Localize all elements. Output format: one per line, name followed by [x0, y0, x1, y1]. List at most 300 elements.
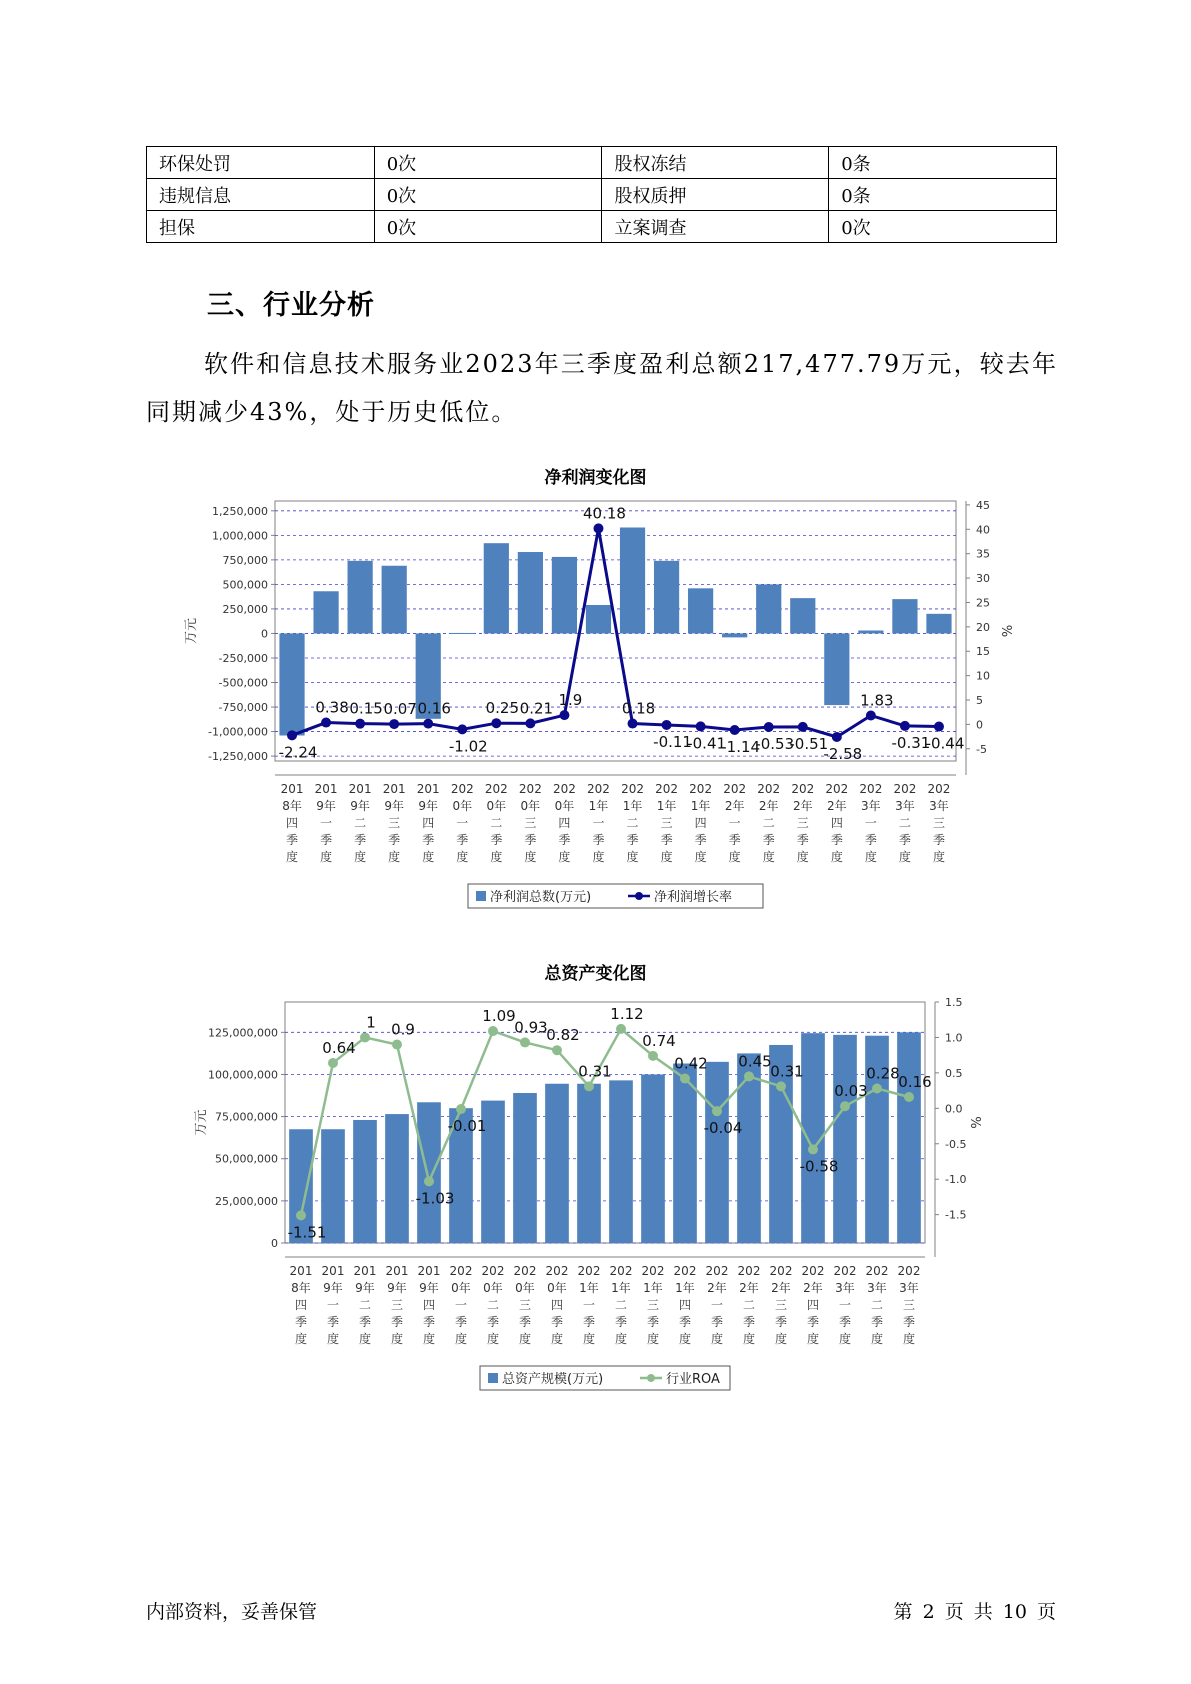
data-label: 0.74 — [642, 1031, 676, 1050]
x-tick-label: 二 — [358, 1298, 372, 1312]
x-tick-label: 季 — [694, 833, 707, 847]
x-tick-label: 201 — [385, 1264, 409, 1278]
x-tick-label: 3年 — [867, 1281, 887, 1295]
bar — [756, 584, 781, 633]
x-tick-label: 四 — [550, 1298, 564, 1312]
y-axis-title: 万元 — [184, 617, 199, 645]
x-tick-label: 2年 — [758, 799, 779, 813]
x-tick-label: 202 — [449, 1264, 473, 1278]
x-tick-label: 四 — [694, 816, 707, 830]
line-point — [552, 1045, 562, 1055]
line-point — [491, 718, 501, 728]
x-tick-label: 201 — [417, 1264, 441, 1278]
bar — [348, 561, 373, 634]
y-tick-label: 500,000 — [222, 578, 268, 592]
x-tick-label: 度 — [456, 850, 469, 864]
line-point — [584, 1081, 594, 1091]
x-tick-label: 季 — [898, 833, 911, 847]
footer-confidential: 内部资料，妥善保管 — [146, 1601, 318, 1623]
line-point — [424, 1176, 434, 1186]
table-label-cell: 立案调查 — [602, 211, 829, 243]
x-tick-label: 度 — [762, 850, 775, 864]
x-tick-label: 二 — [486, 1298, 500, 1312]
x-tick-label: 度 — [390, 1332, 404, 1346]
data-label: 0.25 — [485, 699, 520, 718]
y2-tick-label: -0.5 — [945, 1137, 967, 1151]
x-tick-label: 度 — [694, 850, 707, 864]
bar — [609, 1080, 633, 1243]
line-point — [328, 1058, 338, 1068]
line-point — [355, 719, 365, 729]
x-tick-label: 季 — [558, 833, 571, 847]
x-tick-label: 季 — [830, 833, 843, 847]
data-label: 0.16 — [417, 699, 451, 718]
x-tick-label: 季 — [762, 833, 775, 847]
x-tick-label: 202 — [893, 782, 917, 796]
x-tick-label: 202 — [689, 782, 713, 796]
table-label-cell: 环保处罚 — [147, 147, 375, 179]
line-point — [389, 719, 399, 729]
x-tick-label: 202 — [621, 782, 644, 796]
legend-line-label: 行业ROA — [666, 1372, 720, 1387]
table-row — [147, 211, 1057, 243]
bar — [641, 1074, 665, 1243]
x-tick-label: 季 — [490, 833, 503, 847]
x-tick-label: 一 — [320, 816, 333, 830]
data-label: -0.58 — [799, 1157, 839, 1176]
x-tick-label: 季 — [626, 833, 639, 847]
x-tick-label: 季 — [354, 833, 367, 847]
bar — [450, 633, 475, 634]
line-point — [776, 1081, 786, 1091]
data-label: 0.45 — [738, 1052, 772, 1071]
x-tick-label: 1年 — [579, 1281, 599, 1295]
x-tick-label: 季 — [524, 833, 537, 847]
data-label: 0.64 — [322, 1038, 356, 1057]
data-label: 1.12 — [610, 1004, 644, 1023]
legend-line-marker — [647, 1374, 655, 1382]
bar — [737, 1053, 761, 1243]
x-tick-label: 一 — [592, 816, 605, 830]
x-tick-label: 3年 — [929, 799, 949, 813]
x-tick-label: 2年 — [724, 799, 745, 813]
x-tick-label: 季 — [806, 1315, 820, 1329]
table-value-cell: 0次 — [829, 211, 1057, 243]
table-label-cell: 违规信息 — [147, 179, 375, 211]
data-label: 0.03 — [834, 1082, 868, 1101]
x-tick-label: 四 — [286, 816, 299, 830]
x-tick-label: 202 — [513, 1264, 537, 1278]
data-label: 0.15 — [349, 699, 383, 718]
line-point — [457, 724, 467, 734]
x-tick-label: 度 — [550, 1332, 564, 1346]
x-tick-label: 季 — [326, 1315, 340, 1329]
x-tick-label: 1年 — [588, 799, 609, 813]
data-label: 1.83 — [860, 691, 894, 710]
line-point — [423, 719, 433, 729]
x-tick-label: 202 — [865, 1264, 889, 1278]
x-tick-label: 度 — [486, 1332, 500, 1346]
x-tick-label: 度 — [774, 1332, 788, 1346]
bar — [926, 614, 951, 634]
x-tick-label: 202 — [545, 1264, 569, 1278]
x-tick-label: 202 — [705, 1264, 729, 1278]
x-tick-label: 四 — [422, 816, 435, 830]
data-label: 0.9 — [391, 1020, 415, 1039]
x-tick-label: 9年 — [418, 799, 439, 813]
y2-tick-label: 0.5 — [945, 1066, 963, 1080]
x-tick-label: 三 — [388, 816, 401, 830]
line-point — [840, 1101, 850, 1111]
x-tick-label: 度 — [864, 850, 877, 864]
y-tick-label: -250,000 — [218, 651, 268, 665]
x-tick-label: 季 — [774, 1315, 788, 1329]
x-tick-label: 度 — [898, 850, 911, 864]
x-tick-label: 季 — [646, 1315, 660, 1329]
data-label: 0.21 — [519, 699, 554, 718]
x-tick-label: 季 — [486, 1315, 500, 1329]
x-tick-label: 1年 — [611, 1281, 631, 1295]
x-tick-label: 三 — [660, 816, 673, 830]
y-tick-label: 50,000,000 — [215, 1152, 278, 1166]
x-tick-label: 度 — [742, 1332, 756, 1346]
bar — [484, 543, 509, 633]
x-tick-label: 2年 — [739, 1281, 759, 1295]
y2-axis-title: % — [970, 1116, 985, 1129]
line-point — [730, 725, 740, 735]
x-tick-label: 度 — [806, 1332, 820, 1346]
table-value-cell: 0次 — [374, 147, 602, 179]
x-tick-label: 3年 — [835, 1281, 855, 1295]
x-tick-label: 度 — [422, 1332, 436, 1346]
risk-summary-table — [146, 146, 1057, 243]
line-point — [593, 523, 603, 533]
y-tick-label: 1,000,000 — [212, 529, 268, 543]
bar — [705, 1062, 729, 1243]
bar — [545, 1084, 569, 1243]
x-tick-label: 202 — [484, 782, 508, 796]
x-tick-label: 四 — [422, 1298, 436, 1312]
x-tick-label: 202 — [801, 1264, 825, 1278]
line-point — [525, 718, 535, 728]
net-profit-chart — [0, 495, 1191, 915]
x-tick-label: 季 — [518, 1315, 532, 1329]
x-tick-label: 三 — [390, 1298, 404, 1312]
line-point — [648, 1051, 658, 1061]
x-tick-label: 季 — [614, 1315, 628, 1329]
line-point — [712, 1106, 722, 1116]
data-label: -0.01 — [447, 1117, 487, 1136]
x-tick-label: 2年 — [827, 799, 847, 813]
line-point — [456, 1104, 466, 1114]
x-tick-label: 季 — [678, 1315, 692, 1329]
x-tick-label: 一 — [582, 1298, 596, 1312]
y2-tick-label: -5 — [976, 742, 987, 756]
x-tick-label: 季 — [358, 1315, 372, 1329]
x-tick-label: 1年 — [690, 799, 711, 813]
x-tick-label: 二 — [898, 816, 911, 830]
y-tick-label: 1,250,000 — [212, 504, 268, 518]
table-label-cell: 股权质押 — [602, 179, 829, 211]
line-point — [832, 732, 842, 742]
line-point — [872, 1083, 882, 1093]
x-tick-label: 202 — [609, 1264, 633, 1278]
line-point — [744, 1071, 754, 1081]
data-label: 1.09 — [482, 1007, 516, 1026]
x-tick-label: 202 — [587, 782, 610, 796]
x-tick-label: 季 — [592, 833, 605, 847]
x-tick-label: 季 — [454, 1315, 468, 1329]
chart1-title: 净利润变化图 — [544, 468, 647, 488]
x-tick-label: 9年 — [350, 799, 370, 813]
legend — [480, 1366, 730, 1390]
data-label: -1.14 — [721, 737, 761, 756]
x-tick-label: 201 — [289, 1264, 313, 1278]
y2-tick-label: 0.0 — [945, 1102, 963, 1116]
x-tick-label: 0年 — [554, 799, 575, 813]
x-tick-label: 201 — [348, 782, 372, 796]
bar — [518, 552, 543, 633]
line-point — [900, 721, 910, 731]
x-tick-label: 度 — [710, 1332, 724, 1346]
x-tick-label: 二 — [354, 816, 367, 830]
x-tick-label: 202 — [655, 782, 679, 796]
x-tick-label: 202 — [825, 782, 849, 796]
x-tick-label: 三 — [902, 1298, 916, 1312]
line-point — [616, 1024, 626, 1034]
x-tick-label: 季 — [870, 1315, 884, 1329]
table-value-cell: 0次 — [374, 211, 602, 243]
bar — [654, 561, 679, 634]
x-tick-label: 度 — [796, 850, 809, 864]
data-label: -1.51 — [287, 1223, 327, 1242]
x-tick-label: 202 — [769, 1264, 793, 1278]
x-tick-label: 2年 — [771, 1281, 791, 1295]
x-tick-label: 度 — [358, 1332, 372, 1346]
line-point — [904, 1092, 914, 1102]
data-label: -0.44 — [925, 734, 965, 753]
x-tick-label: 9年 — [419, 1281, 439, 1295]
y2-tick-label: 30 — [976, 572, 990, 586]
x-tick-label: 0年 — [452, 799, 473, 813]
y2-tick-label: 10 — [976, 669, 990, 683]
line-point — [559, 710, 569, 720]
data-label: -0.11 — [653, 732, 692, 751]
data-label: 0.18 — [621, 699, 656, 718]
x-tick-label: 2年 — [792, 799, 813, 813]
line-point — [628, 719, 638, 729]
data-label: 1.9 — [558, 691, 583, 710]
x-tick-label: 三 — [796, 816, 809, 830]
x-tick-label: 度 — [320, 850, 333, 864]
x-tick-label: 季 — [582, 1315, 596, 1329]
x-tick-label: 一 — [864, 816, 877, 830]
bar — [833, 1035, 857, 1243]
data-label: 0.31 — [578, 1062, 612, 1081]
x-tick-label: 季 — [728, 833, 741, 847]
data-label: 0.28 — [866, 1064, 900, 1083]
line-point — [287, 730, 297, 740]
y-tick-label: -1,250,000 — [208, 750, 268, 764]
data-label: 40.18 — [582, 504, 626, 523]
x-tick-label: 度 — [830, 850, 843, 864]
x-tick-label: 季 — [550, 1315, 564, 1329]
x-tick-label: 0年 — [483, 1281, 503, 1295]
x-tick-label: 一 — [326, 1298, 340, 1312]
x-tick-label: 度 — [932, 850, 945, 864]
y-tick-label: 0 — [261, 627, 268, 641]
x-tick-label: 0年 — [547, 1281, 567, 1295]
x-tick-label: 8年 — [291, 1281, 311, 1295]
x-tick-label: 9年 — [355, 1281, 375, 1295]
x-tick-label: 三 — [774, 1298, 788, 1312]
y-axis-title: 万元 — [194, 1109, 209, 1136]
bar — [673, 1064, 697, 1243]
x-tick-label: 9年 — [387, 1281, 407, 1295]
x-tick-label: 1年 — [656, 799, 677, 813]
bar — [513, 1093, 537, 1243]
bar — [552, 557, 577, 634]
y-tick-label: 75,000,000 — [215, 1110, 278, 1124]
x-tick-label: 202 — [833, 1264, 857, 1278]
x-tick-label: 202 — [757, 782, 781, 796]
x-tick-label: 二 — [626, 816, 639, 830]
x-tick-label: 度 — [728, 850, 741, 864]
line-point — [808, 1144, 818, 1154]
chart2-title: 总资产变化图 — [544, 964, 647, 984]
x-tick-label: 季 — [902, 1315, 916, 1329]
x-tick-label: 0年 — [515, 1281, 535, 1295]
x-tick-label: 季 — [660, 833, 673, 847]
line-point — [488, 1026, 498, 1036]
bar — [279, 633, 304, 735]
x-tick-label: 3年 — [895, 799, 915, 813]
x-tick-label: 9年 — [323, 1281, 343, 1295]
x-tick-label: 202 — [450, 782, 474, 796]
data-label: -0.31 — [891, 733, 931, 752]
y2-tick-label: -1.0 — [945, 1173, 967, 1187]
line-point — [798, 722, 808, 732]
x-tick-label: 202 — [641, 1264, 665, 1278]
x-tick-label: 一 — [454, 1298, 468, 1312]
y-tick-label: 25,000,000 — [215, 1194, 278, 1208]
data-label: -0.51 — [789, 734, 829, 753]
x-tick-label: 1年 — [622, 799, 643, 813]
x-tick-label: 度 — [614, 1332, 628, 1346]
data-label: 0.16 — [898, 1072, 932, 1091]
bar — [577, 1084, 601, 1243]
x-tick-label: 3年 — [861, 799, 881, 813]
table-value-cell: 0次 — [374, 179, 602, 211]
x-tick-label: 202 — [723, 782, 747, 796]
x-tick-label: 202 — [577, 1264, 601, 1278]
x-tick-label: 季 — [294, 1315, 308, 1329]
x-tick-label: 度 — [524, 850, 537, 864]
x-tick-label: 季 — [710, 1315, 724, 1329]
y2-tick-label: 25 — [976, 596, 990, 610]
x-tick-label: 四 — [294, 1298, 308, 1312]
y2-tick-label: 45 — [976, 498, 990, 512]
line-point — [866, 710, 876, 720]
legend-bar-swatch — [488, 1373, 498, 1383]
x-tick-label: 季 — [932, 833, 945, 847]
x-tick-label: 度 — [454, 1332, 468, 1346]
y2-tick-label: 0 — [976, 718, 983, 732]
data-label: -1.02 — [448, 737, 488, 756]
x-tick-label: 季 — [796, 833, 809, 847]
line-point — [764, 722, 774, 732]
x-tick-label: 8年 — [282, 799, 302, 813]
x-tick-label: 0年 — [486, 799, 507, 813]
x-tick-label: 202 — [897, 1264, 921, 1278]
legend-bar-label: 总资产规模(万元) — [502, 1372, 604, 1387]
x-tick-label: 202 — [673, 1264, 697, 1278]
bar — [382, 566, 407, 634]
legend — [468, 884, 763, 908]
section-heading: 三、行业分析 — [207, 290, 375, 321]
x-tick-label: 季 — [864, 833, 877, 847]
table-label-cell: 担保 — [147, 211, 375, 243]
bar — [586, 605, 611, 633]
line-point — [934, 722, 944, 732]
data-label: 0.93 — [514, 1018, 548, 1037]
bar — [385, 1114, 409, 1243]
bar — [824, 633, 849, 705]
x-tick-label: 季 — [838, 1315, 852, 1329]
x-tick-label: 季 — [390, 1315, 404, 1329]
line-point — [662, 720, 672, 730]
line-point — [296, 1210, 306, 1220]
x-tick-label: 三 — [518, 1298, 532, 1312]
x-tick-label: 季 — [422, 833, 435, 847]
x-tick-label: 1年 — [643, 1281, 663, 1295]
x-tick-label: 二 — [614, 1298, 628, 1312]
x-tick-label: 0年 — [520, 799, 541, 813]
bar — [417, 1102, 441, 1243]
x-tick-label: 度 — [582, 1332, 596, 1346]
y-tick-label: 250,000 — [222, 602, 268, 616]
data-label: 0.31 — [770, 1062, 804, 1081]
table-row — [147, 179, 1057, 211]
x-tick-label: 度 — [558, 850, 571, 864]
x-tick-label: 度 — [388, 850, 401, 864]
footer-page-number: 第 2 页 共 10 页 — [893, 1601, 1056, 1623]
x-tick-label: 三 — [646, 1298, 660, 1312]
y-tick-label: 125,000,000 — [208, 1026, 278, 1040]
x-tick-label: 9年 — [384, 799, 404, 813]
x-tick-label: 202 — [737, 1264, 761, 1278]
bar — [353, 1120, 377, 1243]
legend-line-marker — [635, 892, 643, 900]
x-tick-label: 二 — [742, 1298, 756, 1312]
y-tick-label: 100,000,000 — [208, 1068, 278, 1082]
table-label-cell: 股权冻结 — [602, 147, 829, 179]
section-paragraph: 软件和信息技术服务业2023年三季度盈利总额217,477.79万元，较去年同期减少43%，处于历史低位。 — [146, 350, 1058, 426]
y2-tick-label: 15 — [976, 645, 990, 659]
x-tick-label: 度 — [286, 850, 299, 864]
x-tick-label: 一 — [838, 1298, 852, 1312]
x-tick-label: 度 — [592, 850, 605, 864]
bar — [892, 599, 917, 633]
y2-tick-label: 20 — [976, 620, 990, 634]
y2-tick-label: 35 — [976, 547, 990, 561]
line-point — [696, 721, 706, 731]
data-label: -2.58 — [823, 745, 863, 763]
x-tick-label: 202 — [518, 782, 542, 796]
total-assets-chart — [0, 990, 1191, 1410]
x-tick-label: 3年 — [899, 1281, 919, 1295]
bar — [790, 598, 815, 633]
